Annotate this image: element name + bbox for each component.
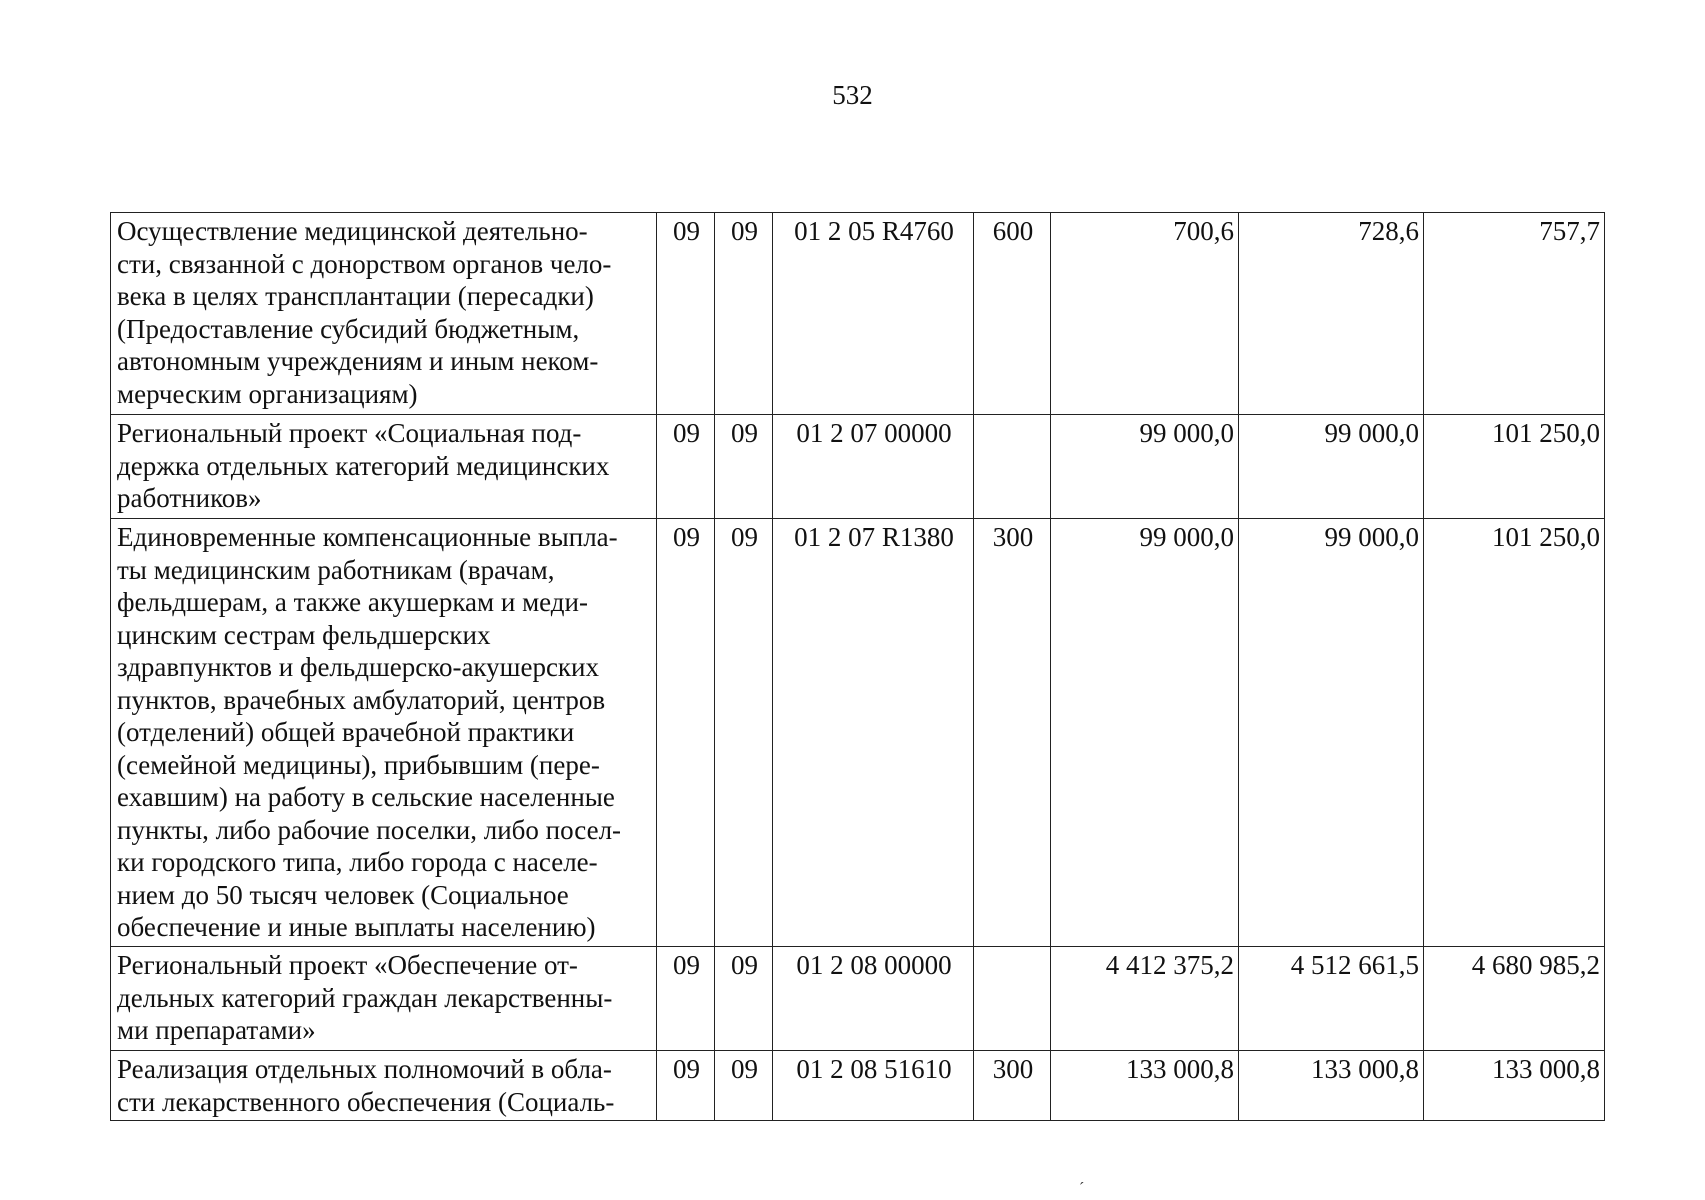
section-code: 09	[657, 947, 715, 1051]
subsection-code: 09	[715, 415, 773, 519]
scan-mark: ˊ	[1079, 1180, 1085, 1197]
amount-year-2: 728,6	[1239, 213, 1424, 415]
description-line: Осуществление медицинской деятельно-	[117, 216, 588, 246]
description-line: Региональный проект «Обеспечение от-	[117, 950, 578, 980]
section-code: 09	[657, 1051, 715, 1121]
description-line: ехавшим) на работу в сельские населенные	[117, 782, 615, 812]
description-line: (Предоставление субсидий бюджетным,	[117, 313, 580, 344]
row-description	[111, 1051, 657, 1121]
amount-year-3: 4 680 985,2	[1424, 947, 1605, 1051]
amount-year-1: 4 412 375,2	[1051, 947, 1239, 1051]
description-line: дельных категорий граждан лекарственны-	[117, 982, 613, 1013]
row-description	[111, 947, 657, 1051]
table-row	[111, 947, 1605, 1051]
description-line: (отделений) общей врачебной практики	[117, 717, 575, 747]
expense-type: 300	[974, 519, 1051, 947]
description-line: ты медицинским работникам (врачам,	[117, 554, 555, 585]
amount-year-3: 133 000,8	[1424, 1051, 1605, 1121]
amount-year-2: 99 000,0	[1239, 415, 1424, 519]
table-row	[111, 213, 1605, 415]
description-line: работников»	[117, 483, 262, 513]
row-description	[111, 213, 657, 415]
amount-year-3: 101 250,0	[1424, 415, 1605, 519]
budget-table	[110, 212, 1605, 1121]
target-article: 01 2 07 00000	[773, 415, 974, 519]
amount-year-2: 99 000,0	[1239, 519, 1424, 947]
description-line: нием до 50 тысяч человек (Социальное	[117, 879, 569, 910]
description-line: Реализация отдельных полномочий в обла-	[117, 1054, 612, 1084]
row-description	[111, 415, 657, 519]
target-article: 01 2 08 51610	[773, 1051, 974, 1121]
description-line: пунктов, врачебных амбулаторий, центров	[117, 684, 606, 715]
page-number: 532	[832, 80, 873, 110]
amount-year-2: 4 512 661,5	[1239, 947, 1424, 1051]
section-code: 09	[657, 415, 715, 519]
table-row	[111, 415, 1605, 519]
description-line: фельдшерам, а также акушеркам и меди-	[117, 587, 588, 617]
description-line: Региональный проект «Социальная под-	[117, 418, 582, 448]
description-line: пункты, либо рабочие поселки, либо посел-	[117, 814, 622, 845]
description-line: ми препаратами»	[117, 1015, 316, 1045]
description-line: мерческим организациям)	[117, 378, 418, 409]
subsection-code: 09	[715, 1051, 773, 1121]
target-article: 01 2 07 R1380	[773, 519, 974, 947]
subsection-code: 09	[715, 213, 773, 415]
table-row	[111, 1051, 1605, 1121]
amount-year-3: 757,7	[1424, 213, 1605, 415]
amount-year-1: 99 000,0	[1051, 415, 1239, 519]
target-article: 01 2 08 00000	[773, 947, 974, 1051]
amount-year-1: 133 000,8	[1051, 1051, 1239, 1121]
description-line: сти, связанной с донорством органов чело-	[117, 248, 612, 279]
description-line: обеспечение и иные выплаты населению)	[117, 912, 596, 942]
description-line: держка отдельных категорий медицинских	[117, 450, 610, 481]
expense-type	[974, 947, 1051, 1051]
description-line: Единовременные компенсационные выпла-	[117, 522, 618, 552]
row-description	[111, 519, 657, 947]
description-line: здравпунктов и фельдшерско-акушерских	[117, 652, 599, 682]
section-code: 09	[657, 213, 715, 415]
subsection-code: 09	[715, 947, 773, 1051]
table-row	[111, 519, 1605, 947]
expense-type: 300	[974, 1051, 1051, 1121]
section-code: 09	[657, 519, 715, 947]
description-line: цинским сестрам фельдшерских	[117, 619, 491, 650]
subsection-code: 09	[715, 519, 773, 947]
target-article: 01 2 05 R4760	[773, 213, 974, 415]
description-line: сти лекарственного обеспечения (Социаль-	[117, 1086, 615, 1117]
expense-type: 600	[974, 213, 1051, 415]
amount-year-3: 101 250,0	[1424, 519, 1605, 947]
description-line: (семейной медицины), прибывшим (пере-	[117, 749, 600, 780]
expense-type	[974, 415, 1051, 519]
description-line: автономным учреждениям и иным неком-	[117, 346, 599, 376]
description-line: века в целях трансплантации (пересадки)	[117, 281, 594, 311]
amount-year-1: 99 000,0	[1051, 519, 1239, 947]
amount-year-2: 133 000,8	[1239, 1051, 1424, 1121]
amount-year-1: 700,6	[1051, 213, 1239, 415]
description-line: ки городского типа, либо города с населе-	[117, 847, 598, 877]
